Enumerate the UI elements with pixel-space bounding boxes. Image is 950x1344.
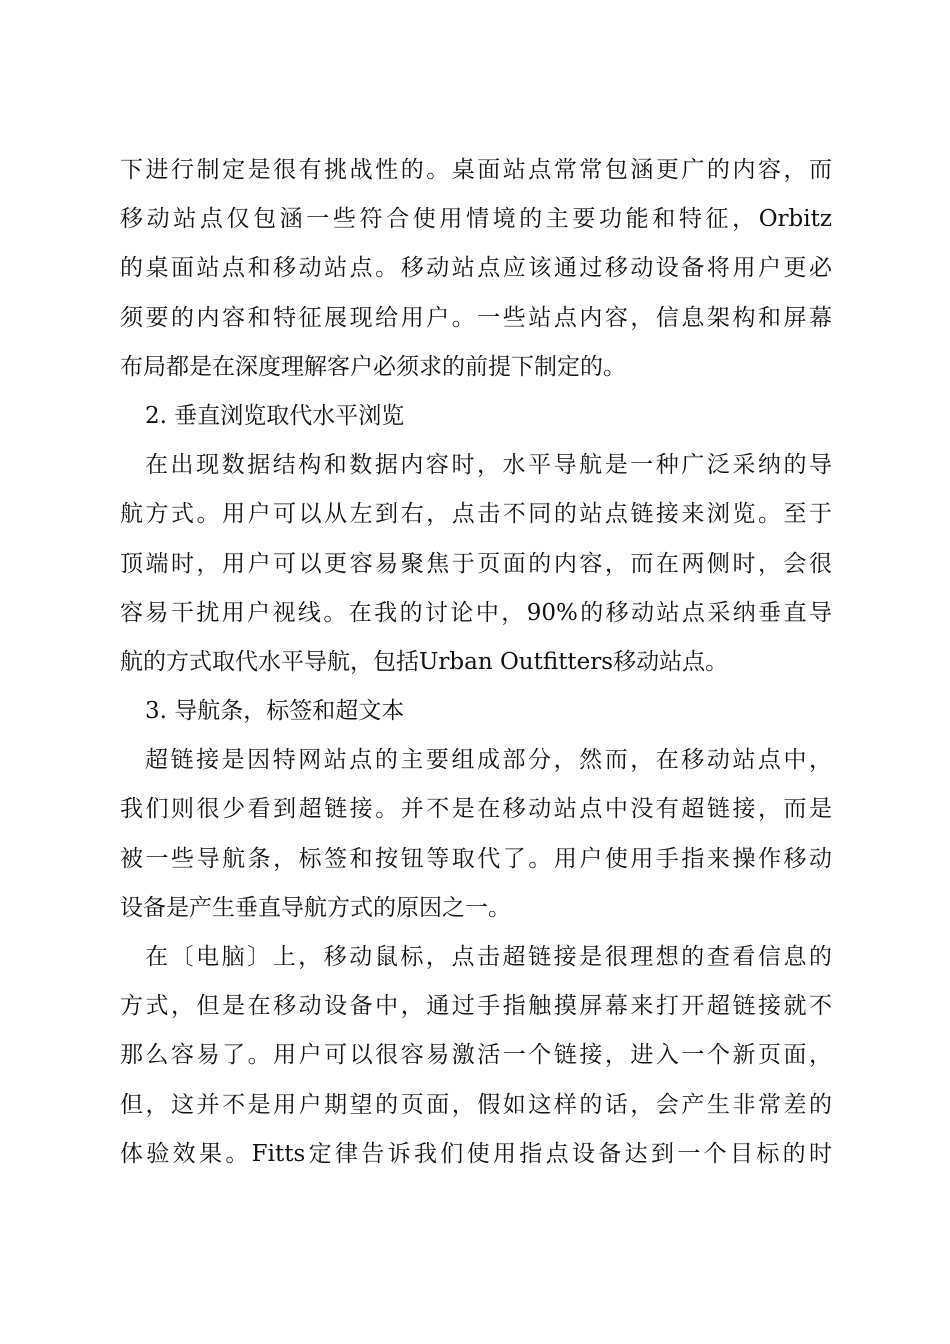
text-line: 下进行制定是很有挑战性的。桌面站点常常包涵更广的内容，而: [120, 157, 832, 183]
text-line: 但，这并不是用户期望的页面，假如这样的话，会产生非常差的: [120, 1091, 832, 1118]
paragraph-first-line: 超链接是因特网站点的主要组成部分，然而，在移动站点中，: [145, 747, 832, 774]
text-line: 航的方式取代水平导航，包括Urban Outfitters移动站点。: [120, 648, 729, 675]
paragraph-first-line: 在〔电脑〕上，移动鼠标，点击超链接是很理想的查看信息的: [145, 944, 832, 970]
text-line: 我们则很少看到超链接。并不是在移动站点中没有超链接，而是: [120, 796, 832, 823]
text-line: 的桌面站点和移动站点。移动站点应该通过移动设备将用户更必: [120, 255, 832, 282]
text-line: 航方式。用户可以从左到右，点击不同的站点链接来浏览。至于: [120, 501, 832, 528]
text-line: 移动站点仅包涵一些符合使用情境的主要功能和特征，Orbitz: [120, 206, 832, 233]
text-line: 布局都是在深度理解客户必须求的前提下制定的。: [120, 353, 626, 380]
text-line: 设备是产生垂直导航方式的原因之一。: [120, 894, 511, 921]
text-line: 那么容易了。用户可以很容易激活一个链接，进入一个新页面，: [120, 1042, 832, 1069]
text-line: 须要的内容和特征展现给用户。一些站点内容，信息架构和屏幕: [120, 304, 832, 331]
section-heading-2: 2. 垂直浏览取代水平浏览: [145, 402, 405, 429]
text-line: 容易干扰用户视线。在我的讨论中，90%的移动站点采纳垂直导: [120, 599, 832, 626]
text-line: 被一些导航条，标签和按钮等取代了。用户使用手指来操作移动: [120, 845, 832, 872]
text-line: 体验效果。Fitts定律告诉我们使用指点设备达到一个目标的时: [120, 1140, 832, 1167]
body-text: [120, 146, 832, 1179]
section-heading-3: 3. 导航条，标签和超文本: [145, 698, 405, 725]
text-line: 顶端时，用户可以更容易聚焦于页面的内容，而在两侧时，会很: [120, 550, 832, 577]
text-line: 方式，但是在移动设备中，通过手指触摸屏幕来打开超链接就不: [120, 993, 832, 1020]
paragraph-first-line: 在出现数据结构和数据内容时，水平导航是一种广泛采纳的导: [145, 452, 832, 479]
